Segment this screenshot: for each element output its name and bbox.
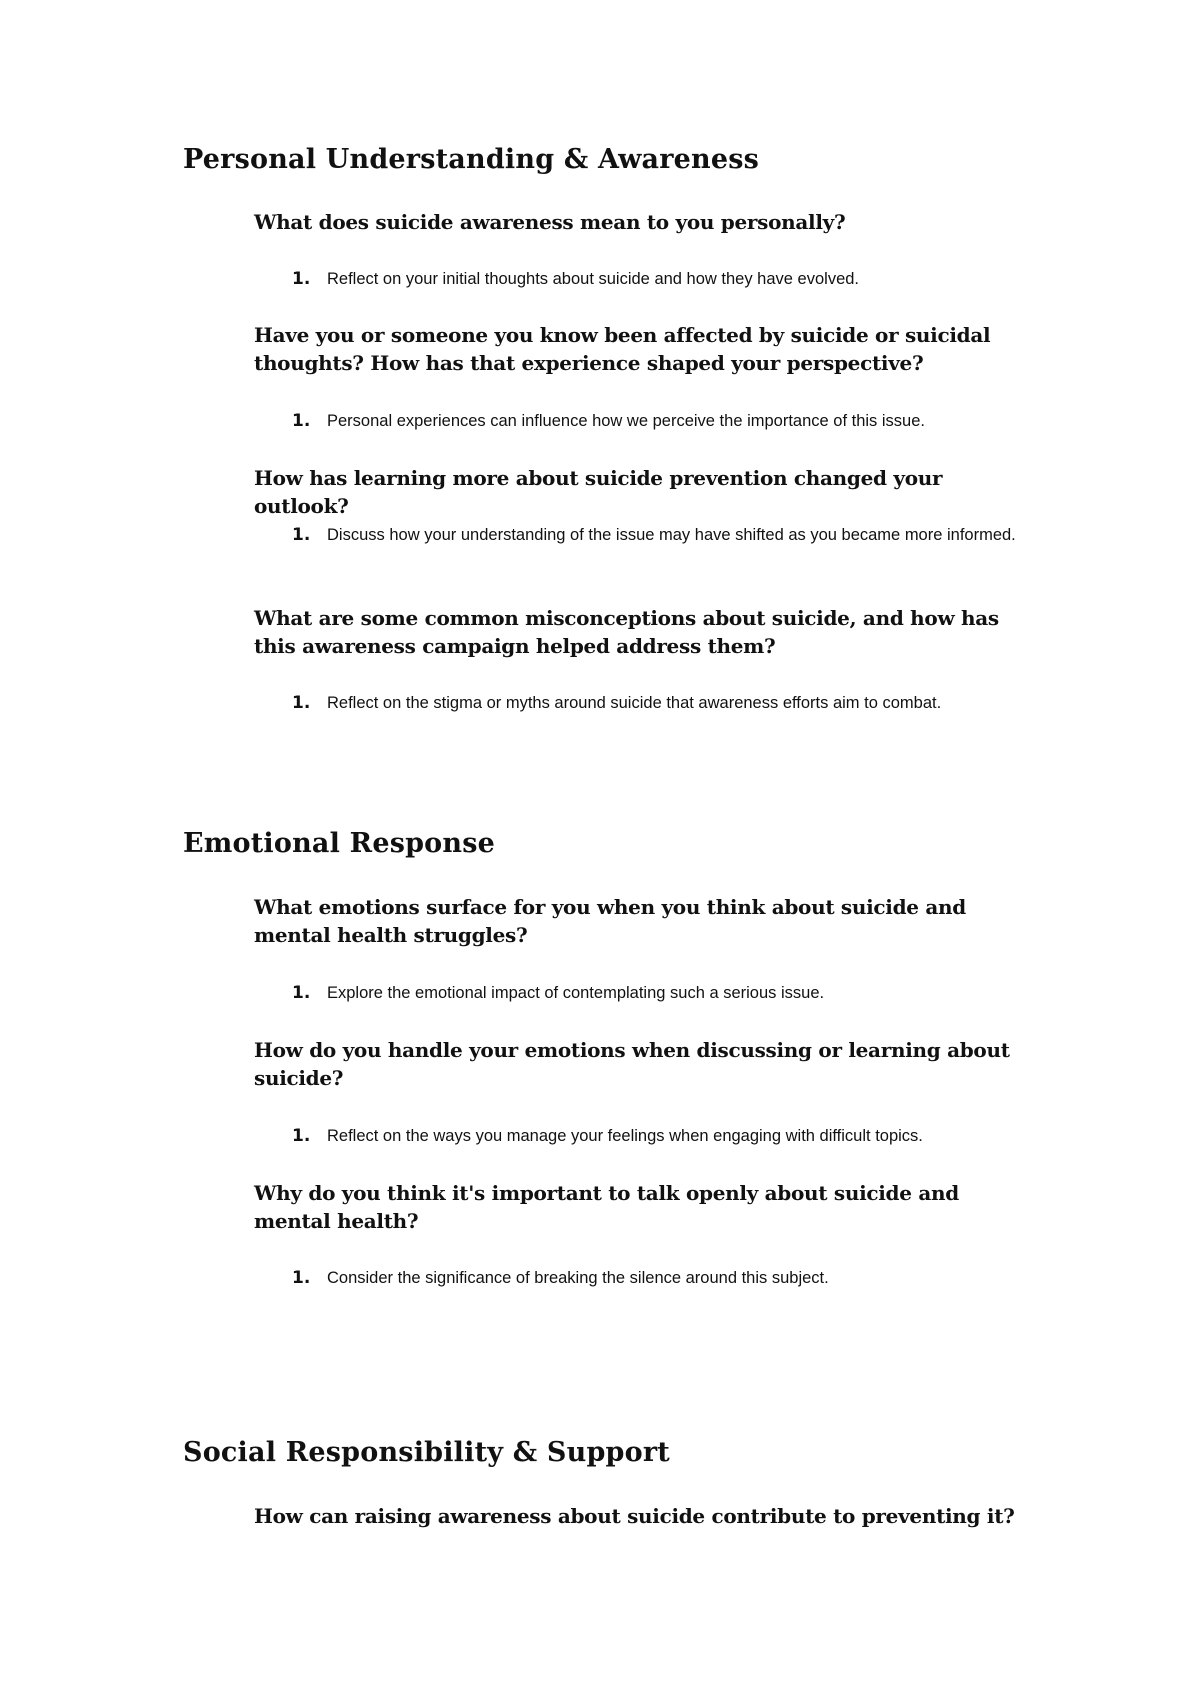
- note-text: Discuss how your understanding of the issue may have shifted as you became more informed.: [327, 526, 1016, 544]
- note-item: [254, 690, 1034, 716]
- note-item: [254, 408, 1034, 434]
- question-heading: What emotions surface for you when you think about suicide and mental health struggles?: [254, 895, 966, 947]
- list-number: 1.: [292, 983, 311, 1003]
- note-text: Reflect on your initial thoughts about suicide and how they have evolved.: [327, 270, 860, 288]
- list-number: 1.: [292, 1268, 311, 1288]
- list-number: 1.: [292, 525, 311, 545]
- note-text: Reflect on the ways you manage your feelings when engaging with difficult topics.: [327, 1127, 923, 1145]
- list-number: 1.: [292, 411, 311, 431]
- question-heading: Why do you think it's important to talk openly about suicide and mental health?: [254, 1181, 959, 1233]
- note-text: Explore the emotional impact of contemplating such a serious issue.: [327, 984, 825, 1002]
- note-item: [254, 522, 1034, 548]
- list-number: 1.: [292, 693, 311, 713]
- section-title-social-responsibility: Social Responsibility & Support: [183, 1437, 670, 1468]
- note-text: Personal experiences can influence how we perceive the importance of this issue.: [327, 412, 925, 430]
- question-heading: What does suicide awareness mean to you personally?: [254, 210, 846, 234]
- section-title-emotional-response: Emotional Response: [183, 828, 495, 859]
- note-item: [254, 266, 1034, 292]
- section-title-personal-understanding: Personal Understanding & Awareness: [183, 144, 760, 175]
- list-number: 1.: [292, 1126, 311, 1146]
- question-heading: How do you handle your emotions when discussing or learning about suicide?: [254, 1038, 1010, 1090]
- note-item: [254, 980, 1034, 1006]
- question-heading: How has learning more about suicide prevention changed your outlook?: [254, 466, 943, 518]
- note-item: [254, 1265, 1034, 1291]
- question-heading: What are some common misconceptions about suicide, and how has this awareness campaign helped address them?: [254, 606, 999, 658]
- question-heading: How can raising awareness about suicide contribute to preventing it?: [254, 1504, 1015, 1528]
- note-text: Consider the significance of breaking the silence around this subject.: [327, 1269, 829, 1287]
- list-number: 1.: [292, 269, 311, 289]
- note-text: Reflect on the stigma or myths around suicide that awareness efforts aim to combat.: [327, 694, 942, 712]
- question-heading: Have you or someone you know been affected by suicide or suicidal thoughts? How has that experience shaped your perspective?: [254, 323, 991, 375]
- note-item: [254, 1123, 1034, 1149]
